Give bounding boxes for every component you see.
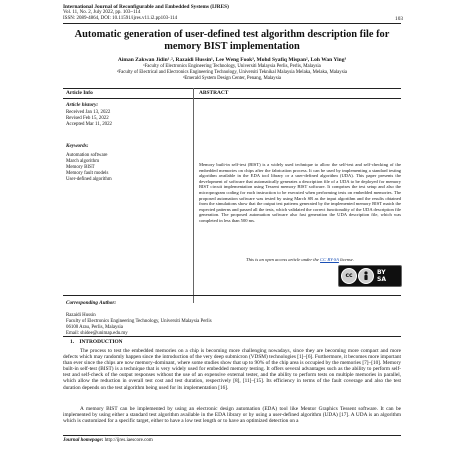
journal-issn: ISSN: 2089-4864, DOI: 10.11591/ijres.v11.i2.pp103-114	[63, 16, 178, 21]
cc-sa-label: SA	[377, 276, 386, 283]
footer-rule	[63, 435, 401, 436]
section-heading-introduction: 1. INTRODUCTION	[70, 339, 123, 345]
license-link[interactable]: CC BY-SA	[320, 257, 339, 262]
paper-title: Automatic generation of user-defined test algorithm description file for memory BIST implementation	[74, 29, 390, 52]
journal-footer	[63, 438, 153, 443]
keyword-item: March algorithm	[66, 159, 100, 164]
keyword-item: Automation software	[66, 153, 108, 158]
journal-homepage-link[interactable]: http://ijres.iaescore.com	[104, 438, 153, 443]
corresponding-label: Corresponding Author:	[66, 300, 117, 306]
header-rule	[63, 23, 401, 24]
keywords-list	[66, 153, 112, 183]
history-revised: Revised Feb 15, 2022	[66, 116, 109, 121]
license-prefix: This is an open access article under the	[246, 257, 319, 262]
affiliation-1: ¹Faculty of Electronics Engineering Technology, Universiti Malaysia Perlis, Perlis, Malaysia	[143, 64, 321, 69]
keywords-label: Keywords:	[66, 143, 89, 149]
footer-label: Journal homepage:	[63, 438, 104, 443]
abstract-text: Memory built-in self-test (BIST) is a widely used technique to allow the self-test and self-checking of the embedded memories on chips after the fabrication process. It can be used by implementing a standard testing algorithm available in the EDA tool library or a user-defined algorithm (UDA). This paper presents the development of software that automatically generates a description file of a UDA to be deployed for memory BIST circuit implementation using Tessent memory BIST software. It comprises the test setup and also the microprogram coding for each instruction to be executed when performing tests on embedded memories. The proposed automation software was tested by using March SR as the input algorithm and the results obtained from the simulations show that the output test patterns generated by the implemented memory BIST match the expected patterns and passed all the tests, which validated the correct functionality of the UDA description file generation. The proposed automation software also fast generation the UDA description file, which was completed in less than 500 ms.	[199, 162, 401, 223]
history-label: Article history:	[66, 102, 99, 108]
cc-by-sa-badge[interactable]	[338, 265, 402, 287]
affiliation-2: ²Faculty of Electrical and Electronics Engineering Technology, Universiti Teknikal Malaysia Melaka, Melaka, Malaysia	[116, 70, 348, 75]
intro-paragraph-1: The process to test the embedded memories on a chip is becoming more challenging nowadays, since they are becoming more compact and more defects which may randomly happen since the introduction of the very deep submicron (VDSM) technologies [1]–[6]. Furthermore, it becomes more important than ever since the chips are now memory-dominant, where some studies show that up to 90% of the chip area is occupied by the memories [7]–[10]. Memory built-in self-test (BIST) is a technique that is very widely used for embedded memory testing. It offers several advantages such as the ability to perform self-test and self-check of the output responses without the use of an expensive external tester, and the ability to perform tests on multiple memories in parallel, which allow the reduction in overall test cost and test duration, respectively [8], [11]–[15]. Its efficiency in terms of the fault coverage and also the test duration depends on the test algorithm being used for its implementation [16].	[63, 348, 401, 391]
column-divider	[193, 88, 194, 303]
attribution-icon	[358, 268, 374, 284]
intro-paragraph-2: A memory BIST can be implemented by using an electronic design automation (EDA) tool like Mentor Graphics Tessent software. It can be implemented by using either a standard test algorithm available in the EDA library or by using a user-defined algorithm (UDA) [17]. A UDA is an algorithm which is customized for a specific target, either to have a low test length or to have an optimized detection on a	[63, 406, 401, 425]
keyword-item: User-defined algorithm	[66, 177, 112, 182]
page-number: 103	[395, 16, 403, 22]
corresponding-bottom-rule	[63, 336, 401, 337]
journal-volume: Vol. 11, No. 2, July 2022, pp. 103~114	[63, 10, 141, 15]
corresponding-top-rule	[63, 295, 401, 296]
corresponding-address: 06100 Arau, Perlis, Malaysia	[66, 325, 123, 330]
info-top-rule	[63, 88, 401, 89]
corresponding-faculty: Faculty of Electronics Engineering Technology, Universiti Malaysia Perlis	[66, 319, 212, 324]
affiliations	[63, 64, 401, 82]
license-suffix: license.	[340, 257, 354, 262]
cc-badge-text	[377, 269, 386, 283]
corresponding-email: Email: shidee@unimap.edu.my	[66, 331, 128, 336]
keyword-item: Memory fault models	[66, 171, 109, 176]
corresponding-name: Razaidi Hussin	[66, 313, 96, 318]
author-list: Aiman Zakwan Jidin¹˒², Razaidi Hussin¹, Lee Weng Fook³, Mohd Syafiq Mispan², Loh Wan Ying³	[117, 57, 347, 63]
article-history	[66, 110, 112, 128]
article-info-header: Article Info	[66, 90, 93, 96]
license-line	[199, 257, 401, 262]
history-accepted: Accepted Mar 11, 2022	[66, 122, 112, 127]
cc-by-label: BY	[377, 269, 386, 276]
affiliation-3: ³Emerald System Design Center, Penang, Malaysia	[182, 76, 282, 81]
journal-header	[63, 4, 403, 22]
keyword-item: Memory BIST	[66, 165, 95, 170]
corresponding-details	[66, 313, 212, 337]
info-header-rule	[63, 98, 401, 99]
cc-icon: cc	[341, 268, 357, 284]
journal-name: International Journal of Reconfigurable and Embedded Systems (IJRES)	[63, 4, 229, 10]
history-received: Received Jan 13, 2022	[66, 110, 111, 115]
abstract-header: ABSTRACT	[199, 90, 229, 96]
